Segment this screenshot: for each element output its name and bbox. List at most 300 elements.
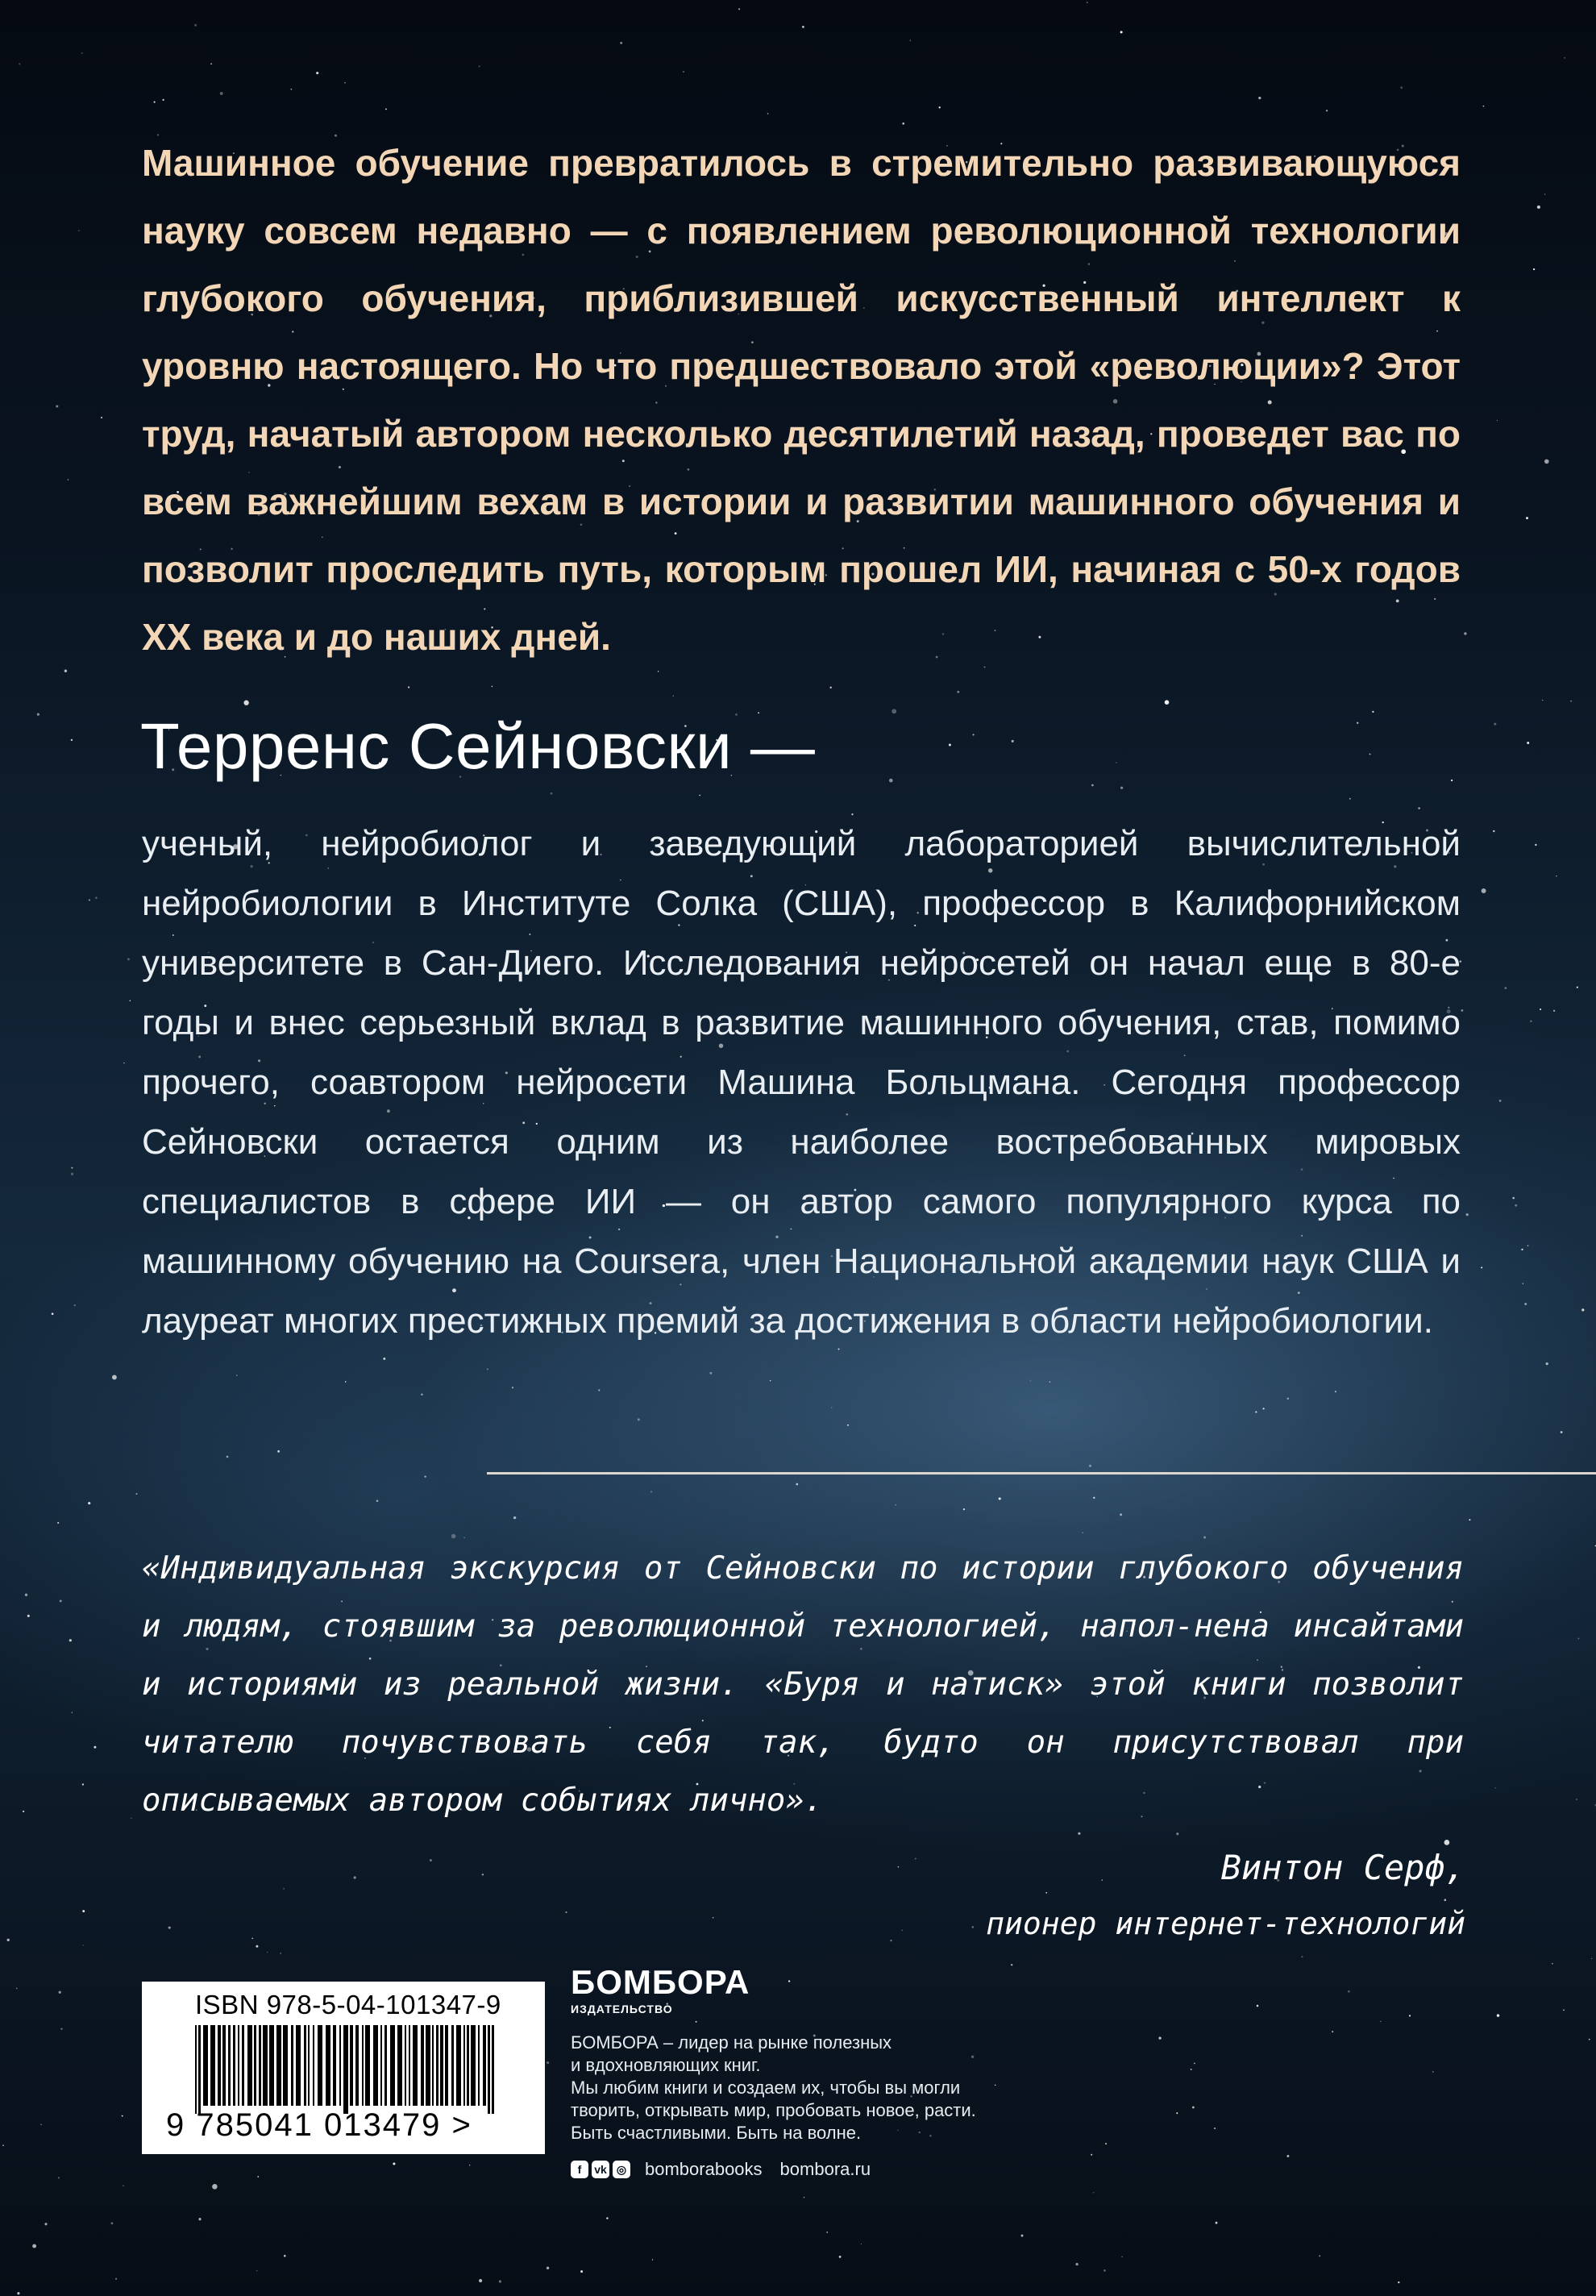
star — [280, 1953, 281, 1954]
star — [1286, 2155, 1289, 2157]
star — [257, 2176, 259, 2177]
star — [64, 670, 67, 672]
star — [101, 417, 102, 418]
star — [69, 1639, 72, 1641]
barcode-bar — [440, 2025, 443, 2106]
star — [95, 897, 97, 899]
star — [37, 713, 39, 715]
star — [168, 1927, 171, 1929]
barcode-bar — [247, 2025, 252, 2106]
star — [1469, 1519, 1470, 1520]
star — [479, 2279, 482, 2282]
star — [1091, 2154, 1092, 2156]
star — [902, 123, 904, 125]
star — [1444, 1840, 1450, 1845]
barcode-bar — [445, 2025, 448, 2106]
star — [162, 99, 164, 101]
barcode-bar — [413, 2025, 418, 2106]
star — [60, 1599, 62, 1602]
star — [1030, 1380, 1031, 1381]
star — [1398, 2281, 1399, 2283]
star — [1214, 2128, 1216, 2129]
star — [1570, 701, 1572, 702]
star — [487, 1368, 488, 1370]
star — [1544, 460, 1549, 464]
barcode-bar — [283, 2025, 288, 2106]
star — [1537, 206, 1540, 209]
star — [1432, 2071, 1433, 2072]
star — [1561, 1431, 1563, 1433]
star — [1591, 1958, 1592, 1959]
star — [1527, 1245, 1529, 1246]
star — [999, 1497, 1001, 1499]
barcode-bar — [373, 2025, 378, 2106]
star — [1497, 420, 1498, 421]
quote-author: Винтон Серф, — [1220, 1848, 1465, 1887]
star — [547, 2061, 549, 2064]
star — [127, 958, 130, 960]
star — [1045, 1892, 1047, 1894]
star — [40, 2124, 41, 2125]
star — [1589, 2039, 1590, 2040]
barcode-bar — [432, 2025, 434, 2106]
barcode-bar — [242, 2025, 244, 2106]
barcode-digits: 9 785041 013479 > — [166, 2107, 472, 2143]
isbn-barcode-block — [142, 1982, 545, 2154]
barcode-bar — [471, 2025, 476, 2106]
star — [112, 1375, 117, 1379]
barcode-bar — [318, 2025, 322, 2106]
barcode-bar — [222, 2025, 226, 2106]
star — [699, 795, 700, 797]
star — [1319, 2255, 1320, 2256]
star — [826, 2232, 828, 2233]
star — [890, 1940, 892, 1941]
star — [1301, 1956, 1303, 1957]
star — [1165, 700, 1170, 705]
star — [892, 709, 896, 713]
star — [291, 89, 293, 90]
star — [658, 671, 659, 672]
star — [898, 1866, 900, 1868]
star — [1526, 517, 1528, 519]
barcode-bar — [384, 2025, 387, 2106]
barcode-bar — [478, 2025, 480, 2106]
barcode-bar — [405, 2025, 406, 2106]
barcode-bar — [467, 2025, 469, 2106]
star — [115, 2278, 117, 2280]
barcode-bar — [296, 2025, 301, 2106]
star — [1335, 1391, 1336, 1392]
star — [802, 26, 804, 28]
star — [198, 2218, 201, 2220]
star — [1494, 1787, 1496, 1789]
star — [738, 8, 740, 10]
star — [895, 1504, 896, 1506]
publisher-sublabel: ИЗДАТЕЛЬСТВО — [571, 2003, 673, 2015]
star — [256, 2270, 257, 2271]
star — [957, 691, 959, 693]
star — [82, 1910, 85, 1912]
barcode-bar — [365, 2025, 370, 2106]
star — [1494, 723, 1496, 726]
star — [910, 40, 911, 41]
barcode-bar — [326, 2025, 330, 2106]
barcode-bar — [276, 2025, 281, 2106]
star — [73, 1304, 75, 1306]
star — [1464, 632, 1466, 634]
publisher-description — [571, 2032, 1022, 2144]
star — [580, 2270, 583, 2273]
star — [1021, 2235, 1024, 2237]
barcode-bar — [380, 2025, 382, 2106]
star — [1194, 2063, 1195, 2065]
barcode-bar — [350, 2025, 353, 2106]
facebook-icon[interactable]: f — [571, 2161, 588, 2178]
star — [1581, 1308, 1584, 1311]
star — [408, 686, 409, 688]
barcode-bar — [259, 2025, 261, 2106]
star — [463, 1537, 465, 1539]
star — [1380, 2021, 1381, 2022]
star — [1121, 2256, 1123, 2257]
star — [1332, 2031, 1333, 2032]
star — [25, 1594, 27, 1596]
star — [1158, 2036, 1161, 2039]
star — [713, 1917, 714, 1919]
star — [767, 113, 769, 114]
star — [1481, 1267, 1482, 1268]
star — [1369, 754, 1371, 755]
star — [1466, 1213, 1469, 1216]
star — [1482, 888, 1486, 893]
star — [1451, 780, 1453, 781]
star — [256, 1945, 258, 1948]
barcode-bar — [218, 2025, 221, 2106]
star — [1078, 1832, 1080, 1835]
star — [1542, 700, 1543, 701]
barcode-bar — [203, 2025, 208, 2106]
star — [1563, 2010, 1565, 2011]
barcode-bar — [492, 2025, 494, 2114]
star — [709, 1372, 712, 1375]
author-heading: Терренс Сейновски — — [140, 710, 816, 782]
star — [212, 2184, 218, 2190]
star — [267, 1952, 268, 1953]
star — [1116, 762, 1117, 763]
star — [565, 1911, 567, 1913]
star — [606, 2217, 608, 2219]
star — [1093, 2192, 1094, 2193]
star — [1176, 2112, 1178, 2114]
star — [1262, 1408, 1264, 1409]
star — [1530, 1020, 1532, 1022]
star — [1089, 1465, 1091, 1467]
star — [939, 106, 941, 108]
star — [94, 1746, 96, 1749]
barcode-bar — [456, 2025, 461, 2106]
star — [831, 1407, 832, 1408]
star — [492, 686, 493, 688]
star — [1535, 844, 1536, 846]
barcode-bar — [313, 2025, 314, 2106]
star — [829, 687, 831, 688]
star — [1192, 2107, 1195, 2109]
star — [1091, 784, 1094, 787]
star — [1216, 2222, 1218, 2224]
star — [251, 1938, 253, 1940]
star — [499, 2280, 501, 2282]
star — [1105, 2143, 1107, 2144]
barcode-bar — [488, 2025, 490, 2114]
star — [154, 102, 156, 103]
barcode-bar — [254, 2025, 256, 2106]
star — [1348, 1990, 1350, 1993]
star — [19, 63, 20, 64]
star — [1527, 742, 1529, 744]
star — [770, 1380, 771, 1382]
publisher-block — [571, 1964, 1022, 2180]
isbn-label: ISBN 978-5-04-101347-9 — [195, 1990, 501, 2019]
star — [804, 2197, 805, 2198]
star — [513, 1516, 516, 1519]
star — [949, 744, 951, 747]
star — [963, 1508, 965, 1510]
star — [620, 42, 622, 44]
barcode-bar — [333, 2025, 336, 2106]
star — [1103, 2269, 1106, 2272]
publisher-links — [571, 2159, 1022, 2180]
star — [1564, 57, 1565, 59]
barcode-bar — [263, 2025, 268, 2106]
barcode-bar — [269, 2025, 274, 2106]
vk-icon[interactable]: vk — [592, 2161, 609, 2178]
star — [547, 2267, 549, 2269]
star — [58, 2177, 60, 2178]
star — [424, 1475, 426, 1477]
star — [1287, 1398, 1289, 1400]
star — [683, 71, 684, 73]
barcode-icon — [195, 2025, 501, 2114]
star — [316, 72, 318, 74]
star — [1120, 787, 1123, 789]
star — [1203, 1536, 1206, 1538]
star — [1553, 1010, 1555, 1012]
star — [1120, 1513, 1122, 1516]
author-bio: ученый, нейробиолог и заведующий лабораторией вычислительной нейробиологии в Институте Солка (США), профессор в Калифорнийском университете в Сан-Диего. Исследования нейросетей он начал еще в 80-е годы и внес серьезный вклад в развитие машинного обучения, став, помимо прочего, соавтором нейросети Машина Больцмана. Сегодня профессор Сейновски остается одним из наиболее востребованных мировых специалистов в сфере ИИ — он автор самого популярного курса по машинному обучению на Coursera, член Национальной академии наук США и лауреат многих престижных премий за достижения в области нейробиологии. — [142, 824, 1461, 1341]
star — [598, 1389, 600, 1391]
star — [23, 1811, 24, 1812]
star — [1176, 1832, 1178, 1835]
star — [1255, 1411, 1257, 1412]
star — [1409, 2015, 1411, 2016]
star — [1493, 830, 1494, 832]
publisher-desc-line: БОМБОРА – лидер на рынке полезных — [571, 2032, 892, 2053]
star — [796, 1483, 798, 1486]
star — [283, 1888, 285, 1890]
star — [52, 1312, 54, 1315]
star — [1461, 1009, 1464, 1012]
barcode-bar — [463, 2025, 465, 2106]
star — [1444, 1899, 1447, 1902]
barcode-bar — [291, 2025, 293, 2106]
star — [135, 1493, 137, 1495]
star — [60, 2028, 62, 2029]
star — [385, 109, 387, 110]
publisher-desc-line: творить, открывать мир, пробовать новое, расти. — [571, 2100, 976, 2120]
barcode-bar — [436, 2025, 438, 2106]
barcode-bar — [228, 2025, 231, 2106]
star — [7, 1939, 10, 1941]
review-quote: «Индивидуальная экскурсия от Сейновски по истории глубокого обучения и людям, стоявшим за революционной технологией, напол-нена инсайтами и историями из реальной жизни. «Буря и натиск» этой книги позволит читателю почувствовать себя так, будто он присутствовал при описываемых автором событиях лично». — [142, 1550, 1464, 1819]
barcode-bar — [195, 2025, 197, 2114]
publisher-desc-line: Быть счастливыми. Быть на волне. — [571, 2123, 862, 2143]
star — [82, 1783, 84, 1785]
barcode-bar — [451, 2025, 454, 2106]
section-divider — [487, 1472, 1596, 1475]
barcode-bar — [198, 2025, 201, 2114]
publisher-desc-line: Мы любим книги и создаем их, чтобы вы могли — [571, 2078, 961, 2098]
star — [345, 1381, 347, 1383]
social-handle-link[interactable]: bomborabooks — [645, 2159, 763, 2179]
star — [71, 1173, 73, 1175]
star — [344, 82, 346, 84]
barcode-bar — [421, 2025, 424, 2106]
star — [1258, 97, 1261, 99]
star — [1349, 798, 1351, 800]
star — [1400, 86, 1403, 89]
star — [27, 1615, 30, 1617]
star — [1576, 1799, 1577, 1800]
star — [56, 405, 58, 407]
star — [2, 2144, 4, 2146]
star — [1497, 2014, 1499, 2016]
star — [220, 92, 223, 95]
star — [551, 792, 553, 795]
star — [847, 1425, 849, 1426]
star — [284, 2255, 286, 2257]
star — [89, 899, 90, 901]
quote-author-role: пионер интернет-технологий — [986, 1906, 1465, 1941]
star — [1515, 1204, 1517, 1207]
star — [16, 1988, 18, 1990]
star — [1512, 1197, 1515, 1200]
star — [650, 1491, 652, 1492]
star — [277, 1450, 280, 1453]
star — [32, 2244, 36, 2248]
star — [1075, 2263, 1078, 2265]
star — [1577, 1638, 1579, 1640]
barcode-bar — [238, 2025, 239, 2106]
barcode-bar — [233, 2025, 235, 2106]
star — [1521, 1249, 1523, 1250]
barcode-bar — [409, 2025, 410, 2106]
star — [1049, 1381, 1051, 1383]
star — [421, 1394, 423, 1396]
star — [482, 1874, 484, 1875]
star — [1483, 106, 1485, 107]
star — [902, 1930, 903, 1931]
barcode-bar — [304, 2025, 306, 2106]
book-description: Машинное обучение превратилось в стремительно развивающуюся науку совсем недавно — с появлением революционной технологии глубокого обучения, приблизившей искусственный интеллект к уровню настоящего. Но что предшествовало этой «революции»? Этот труд, начатый автором несколько десятилетий назад, проведет вас по всем важнейшим вехам в истории и развитии машинного обучения и позволит проследить путь, которым прошел ИИ, начиная с 50-х годов XX века и до наших дней. — [142, 142, 1461, 658]
star — [1120, 31, 1123, 33]
star — [354, 1876, 356, 1878]
star — [376, 1499, 379, 1502]
barcode-bar — [343, 2025, 348, 2114]
barcode-bar — [210, 2025, 215, 2106]
barcode-bar — [483, 2025, 486, 2106]
star — [111, 2223, 114, 2225]
star — [1093, 1497, 1095, 1499]
star — [1524, 1303, 1527, 1305]
star — [59, 1991, 61, 1994]
barcode-bar — [339, 2025, 341, 2106]
publisher-desc-line: и вдохновляющих книг. — [571, 2055, 761, 2075]
star — [1546, 1362, 1548, 1365]
star — [88, 1502, 90, 1504]
star — [1101, 1879, 1103, 1881]
barcode-bar — [355, 2025, 359, 2106]
barcode-bar — [390, 2025, 395, 2106]
star — [1577, 987, 1578, 988]
star — [451, 1534, 456, 1539]
star — [68, 479, 69, 480]
star — [243, 701, 248, 705]
star — [889, 779, 893, 783]
website-link[interactable]: bombora.ru — [779, 2159, 871, 2179]
star — [210, 63, 212, 64]
star — [57, 1522, 59, 1524]
star — [915, 1858, 916, 1860]
star — [839, 2256, 842, 2258]
star — [17, 2292, 19, 2294]
star — [1418, 807, 1419, 809]
star — [393, 2162, 395, 2165]
star — [1544, 193, 1546, 195]
star — [1504, 987, 1507, 989]
star — [1012, 740, 1014, 742]
star — [673, 695, 675, 697]
star — [71, 739, 73, 741]
barcode-bar — [362, 2025, 364, 2106]
star — [638, 1418, 640, 1420]
star — [1372, 711, 1374, 713]
star — [1191, 2069, 1192, 2070]
star — [81, 52, 83, 54]
star — [972, 1926, 975, 1928]
star — [512, 1387, 513, 1388]
star — [1257, 2005, 1259, 2007]
star — [652, 2259, 653, 2260]
star — [44, 2223, 47, 2225]
star — [227, 1456, 229, 1458]
star — [1533, 268, 1535, 270]
star — [1499, 1100, 1502, 1102]
star — [479, 65, 480, 67]
star — [72, 1712, 73, 1713]
barcode-bar — [308, 2025, 310, 2106]
star — [383, 1358, 385, 1360]
star — [1326, 110, 1328, 111]
star — [1357, 722, 1358, 724]
barcode-bar — [397, 2025, 402, 2106]
star — [194, 24, 197, 27]
barcode-bar — [426, 2025, 430, 2106]
publisher-logo: БОМБОРА — [571, 1963, 750, 2001]
star — [78, 230, 79, 231]
star — [973, 734, 975, 735]
instagram-icon[interactable]: ◎ — [613, 2161, 630, 2178]
